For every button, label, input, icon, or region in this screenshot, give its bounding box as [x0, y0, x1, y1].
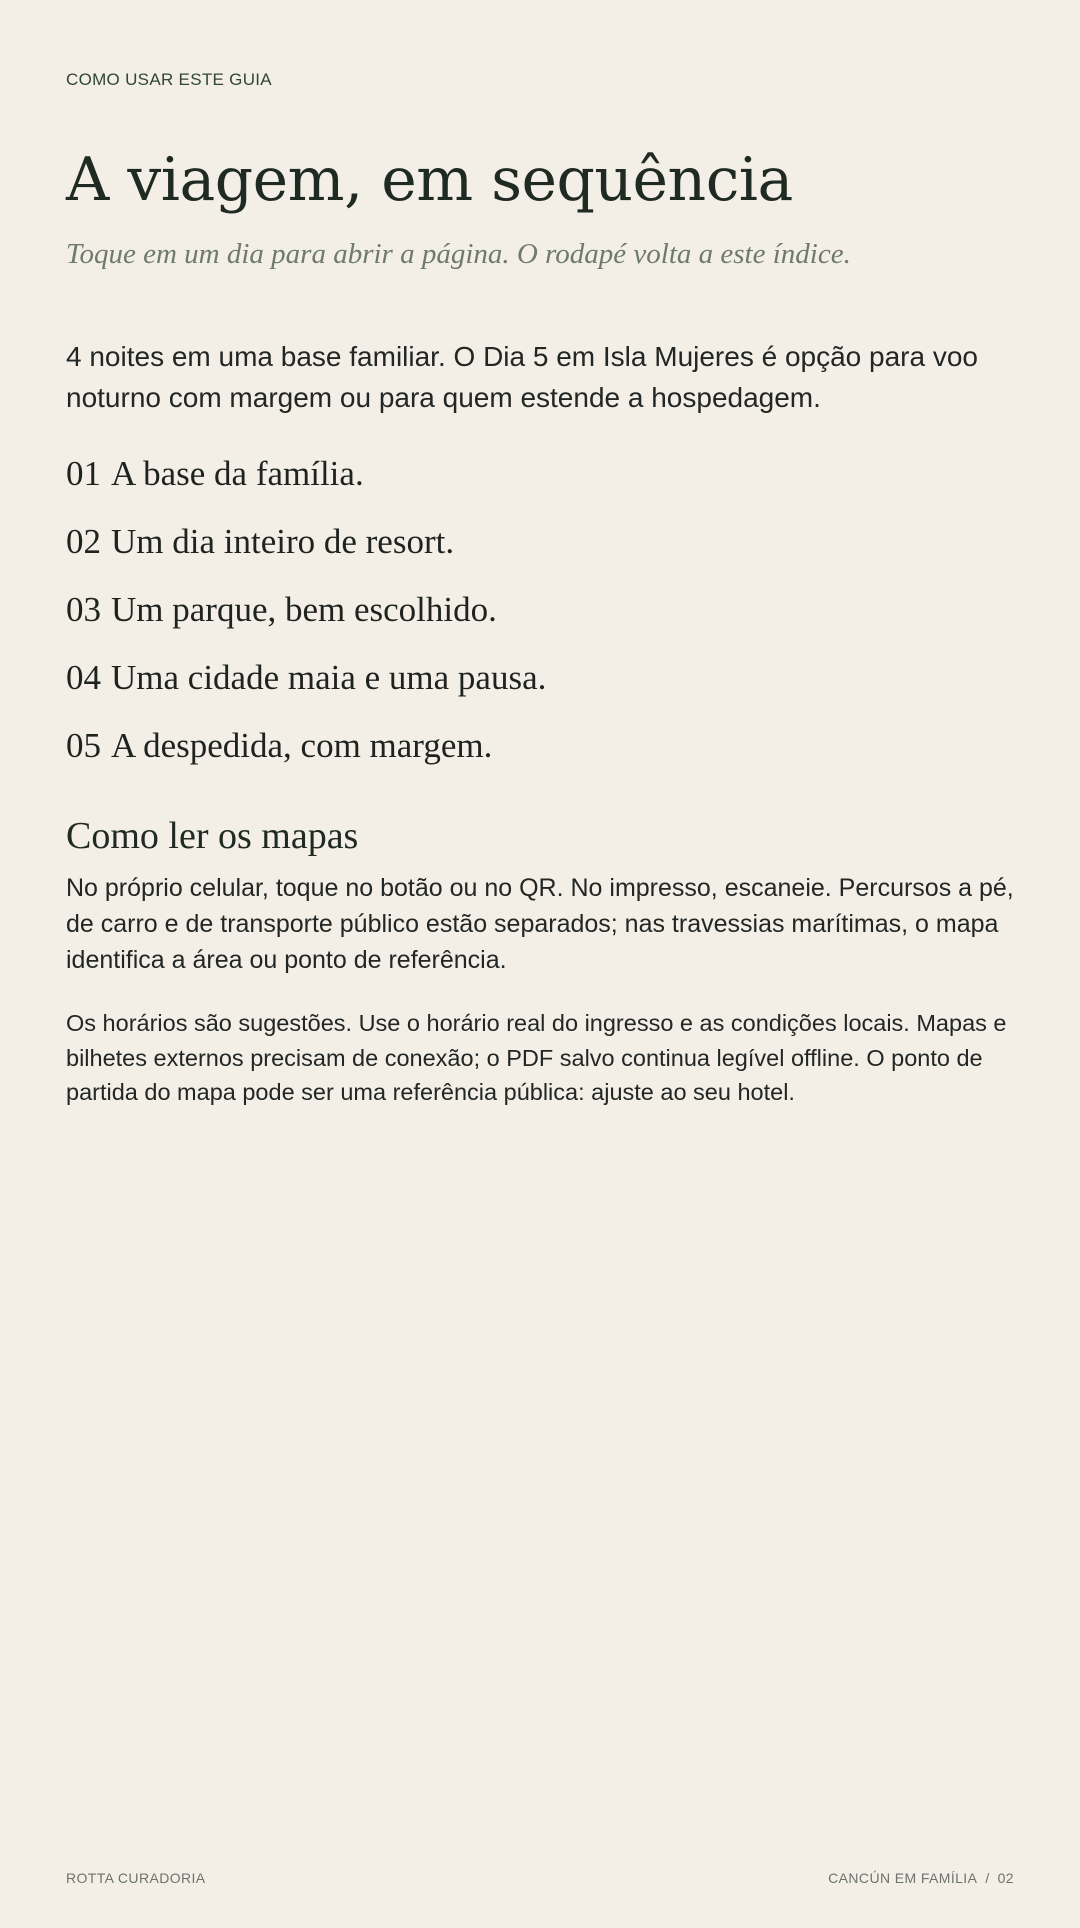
day-index-list	[66, 448, 1014, 788]
day-number: 03	[66, 590, 101, 629]
page-subtitle: Toque em um dia para abrir a página. O rodapé volta a este índice.	[66, 238, 851, 270]
day-label: A base da família.	[111, 454, 364, 493]
day-link-03[interactable]	[66, 584, 1014, 652]
footer-guide-title: CANCÚN EM FAMÍLIA	[828, 1870, 978, 1886]
footer-page-number: 02	[997, 1870, 1014, 1886]
day-number: 01	[66, 454, 101, 493]
intro-text: 4 noites em uma base familiar. O Dia 5 em Isla Mujeres é opção para voo noturno com margem ou para quem estende a hospedagem.	[66, 341, 978, 413]
day-label: A despedida, com margem.	[111, 726, 493, 765]
day-number: 05	[66, 726, 101, 765]
day-link-05[interactable]	[66, 720, 1014, 788]
footer-brand[interactable]: ROTTA CURADORIA	[66, 1870, 206, 1886]
day-label: Um parque, bem escolhido.	[111, 590, 497, 629]
maps-paragraph-1: No próprio celular, toque no botão ou no QR. No impresso, escaneie. Percursos a pé, de carro e de transporte público estão separados; nas travessias marítimas, o mapa identifica a área ou ponto de referência.	[66, 874, 1014, 974]
day-label: Uma cidade maia e uma pausa.	[111, 658, 547, 697]
day-number: 02	[66, 522, 101, 561]
maps-section-heading: Como ler os mapas	[66, 815, 359, 857]
page-title: A viagem, em sequência	[66, 145, 793, 215]
footer-separator: /	[985, 1870, 990, 1886]
day-link-04[interactable]	[66, 652, 1014, 720]
footer-page-info	[828, 1870, 1014, 1886]
maps-paragraph-2: Os horários são sugestões. Use o horário real do ingresso e as condições locais. Mapas e bilhetes externos precisam de conexão; o PDF salvo continua legível offline. O ponto de partida do mapa pode ser uma referência pública: ajuste ao seu hotel.	[66, 1010, 1007, 1105]
day-label: Um dia inteiro de resort.	[111, 522, 455, 561]
day-link-01[interactable]	[66, 448, 1014, 516]
day-link-02[interactable]	[66, 516, 1014, 584]
day-number: 04	[66, 658, 101, 697]
eyebrow-label: COMO USAR ESTE GUIA	[66, 70, 272, 89]
